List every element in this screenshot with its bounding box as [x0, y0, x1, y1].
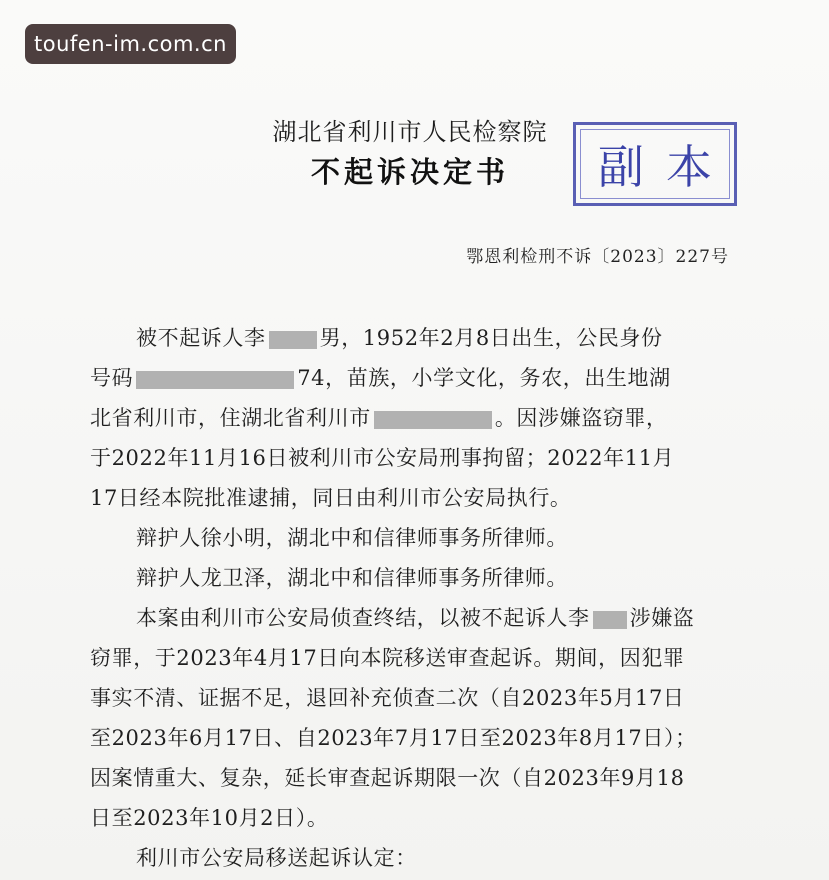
copy-stamp	[573, 122, 737, 206]
site-watermark: toufen-im.com.cn	[25, 24, 236, 64]
redaction-block	[374, 411, 492, 429]
line-text: 。因涉嫌盗窃罪，	[494, 406, 668, 430]
body-line	[90, 758, 734, 798]
document-number: 鄂恩利检刑不诉〔2023〕227号	[466, 247, 729, 267]
line-text: 17日经本院批准逮捕，同日由利川市公安局执行。	[90, 486, 572, 510]
line-text: 利川市公安局移送起诉认定：	[136, 846, 417, 870]
line-text: 日至2023年10月2日）。	[90, 806, 329, 830]
line-text: 74，苗族，小学文化，务农，出生地湖	[297, 366, 671, 390]
line-text: 涉嫌盗	[629, 606, 695, 630]
redaction-block	[269, 331, 317, 349]
line-text: 因案情重大、复杂，延长审查起诉期限一次（自2023年9月18	[90, 766, 685, 790]
organization-name: 湖北省利川市人民检察院	[272, 118, 548, 146]
body-line	[90, 638, 734, 678]
line-text: 窃罪，于2023年4月17日向本院移送审查起诉。期间，因犯罪	[90, 646, 685, 670]
body-line	[90, 398, 734, 438]
line-text: 辩护人龙卫泽，湖北中和信律师事务所律师。	[136, 566, 568, 590]
redaction-block	[136, 371, 294, 389]
line-text: 被不起诉人李	[136, 326, 266, 350]
body-line	[90, 438, 734, 478]
line-text: 号码	[90, 366, 134, 390]
body-line	[90, 798, 734, 838]
body-line	[90, 518, 734, 558]
redaction-block	[593, 611, 627, 629]
line-text: 辩护人徐小明，湖北中和信律师事务所律师。	[136, 526, 568, 550]
line-text: 至2023年6月17日、自2023年7月17日至2023年8月17日）；	[90, 726, 697, 750]
body-line	[90, 478, 734, 518]
line-text: 本案由利川市公安局侦查终结，以被不起诉人李	[136, 606, 590, 630]
line-text: 事实不清、证据不足，退回补充侦查二次（自2023年5月17日	[90, 686, 685, 710]
line-text: 于2022年11月16日被利川市公安局刑事拘留；2022年11月	[90, 446, 675, 470]
body-line	[90, 678, 734, 718]
body-line	[90, 718, 734, 758]
body-line	[90, 558, 734, 598]
document-body	[90, 318, 734, 878]
line-text: 男，1952年2月8日出生，公民身份	[319, 326, 663, 350]
body-line	[90, 598, 734, 638]
stamp-text: 副本	[598, 140, 734, 194]
line-text: 北省利川市，住湖北省利川市	[90, 406, 371, 430]
body-line	[90, 318, 734, 358]
body-line	[90, 358, 734, 398]
body-line	[90, 838, 734, 878]
document-title: 不起诉决定书	[310, 155, 509, 189]
